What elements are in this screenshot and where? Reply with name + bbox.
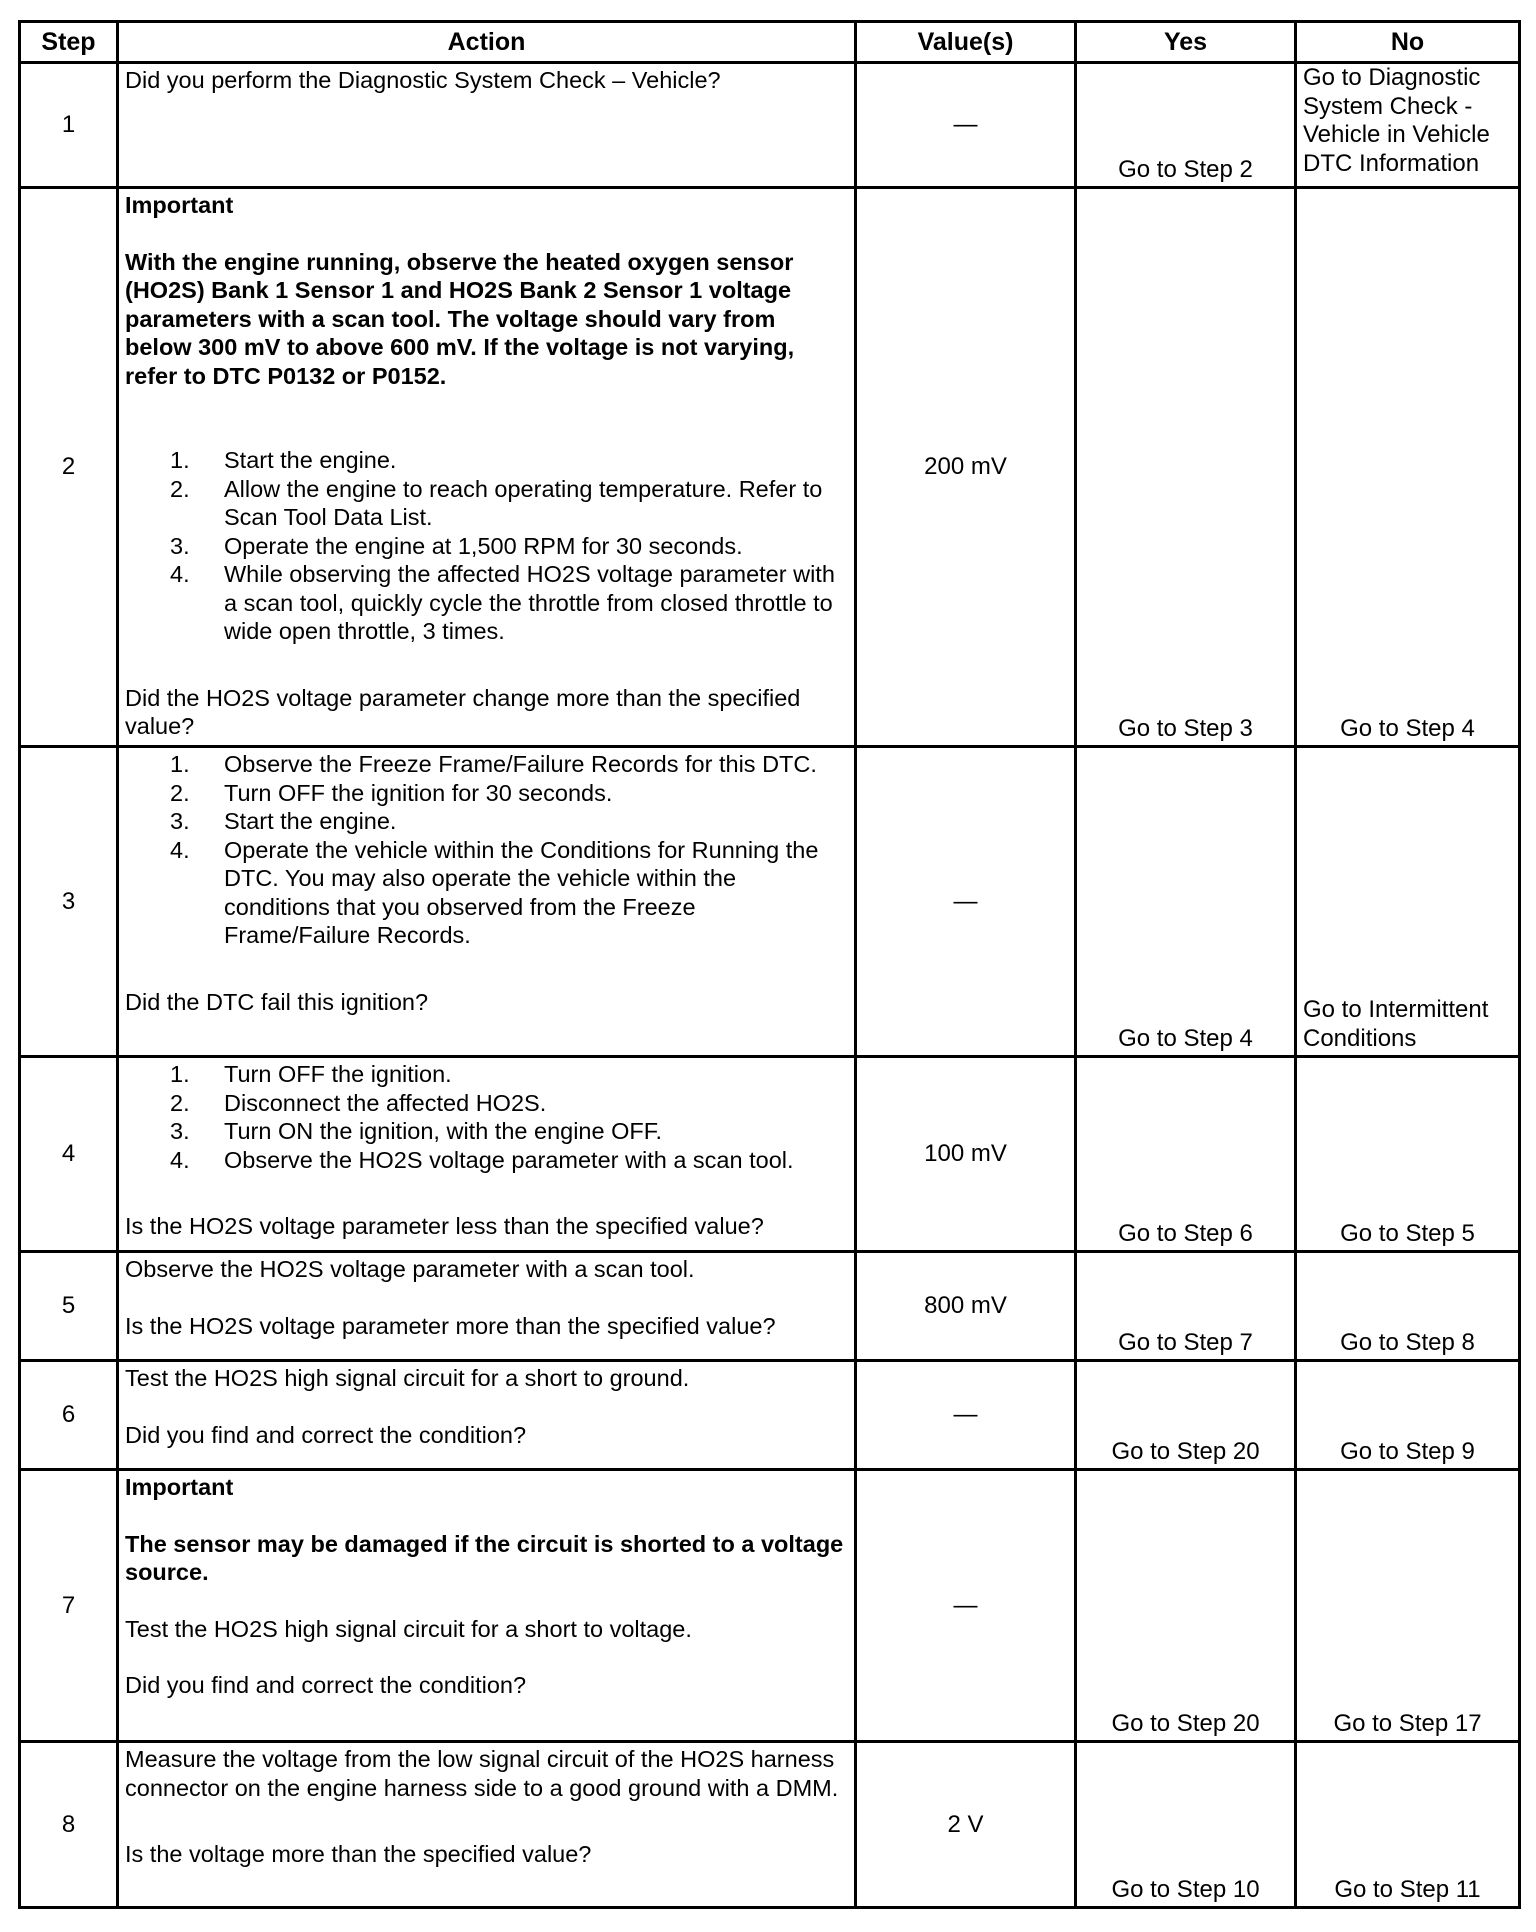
- header-value: Value(s): [856, 22, 1076, 63]
- important-label: Important: [125, 1474, 234, 1500]
- header-yes: Yes: [1076, 22, 1296, 63]
- question-text: Did you find and correct the condition?: [125, 1421, 527, 1448]
- important-text: The sensor may be damaged if the circuit is shorted to a voltage source.: [125, 1530, 844, 1585]
- yes-link[interactable]: Go to Step 10: [1076, 1742, 1296, 1908]
- yes-link[interactable]: Go to Step 20: [1076, 1361, 1296, 1470]
- header-action: Action: [118, 22, 856, 63]
- value-cell: —: [856, 747, 1076, 1057]
- table-row: [20, 63, 1520, 188]
- table-row: [20, 188, 1520, 747]
- table-row: [20, 1361, 1520, 1470]
- value-cell: 200 mV: [856, 188, 1076, 747]
- action-cell: [118, 188, 856, 747]
- list-item: 2. Disconnect the affected HO2S.: [170, 1089, 547, 1116]
- step-number: 5: [20, 1252, 118, 1361]
- yes-link[interactable]: Go to Step 6: [1076, 1057, 1296, 1252]
- value-cell: —: [856, 1470, 1076, 1742]
- yes-link[interactable]: Go to Step 20: [1076, 1470, 1296, 1742]
- list-item: 2. Turn OFF the ignition for 30 seconds.: [170, 779, 613, 806]
- header-row: [20, 22, 1520, 63]
- value-cell: —: [856, 1361, 1076, 1470]
- no-link[interactable]: Go to Step 4: [1296, 188, 1520, 747]
- header-step: Step: [20, 22, 118, 63]
- step-number: 8: [20, 1742, 118, 1908]
- list-item: 4. While observing the affected HO2S voltage parameter with a scan tool, quickly cycle the throttle from closed throttle to wide open throttle, 3 times.: [170, 561, 835, 644]
- important-label: Important: [125, 192, 234, 218]
- no-link[interactable]: Go to Step 8: [1296, 1252, 1520, 1361]
- action-cell: [118, 63, 856, 188]
- value-cell: 100 mV: [856, 1057, 1076, 1252]
- action-text: Test the HO2S high signal circuit for a short to voltage.: [125, 1615, 692, 1642]
- action-text: Did you perform the Diagnostic System Check – Vehicle?: [125, 67, 721, 93]
- procedure-list: [125, 750, 848, 950]
- yes-link[interactable]: Go to Step 4: [1076, 747, 1296, 1057]
- no-link[interactable]: Go to Step 17: [1296, 1470, 1520, 1742]
- action-text: Measure the voltage from the low signal circuit of the HO2S harness connector on the engine harness side to a good ground with a DMM.: [125, 1746, 839, 1801]
- list-item: 4. Observe the HO2S voltage parameter with a scan tool.: [170, 1146, 794, 1173]
- list-item: 1. Observe the Freeze Frame/Failure Records for this DTC.: [170, 751, 817, 777]
- action-cell: [118, 1361, 856, 1470]
- table-row: [20, 1057, 1520, 1252]
- no-link[interactable]: Go to Diagnostic System Check - Vehicle in Vehicle DTC Information: [1296, 63, 1520, 188]
- step-number: 1: [20, 63, 118, 188]
- no-link[interactable]: Go to Intermittent Conditions: [1296, 747, 1520, 1057]
- action-cell: [118, 747, 856, 1057]
- list-item: 1. Turn OFF the ignition.: [170, 1061, 452, 1087]
- yes-link[interactable]: Go to Step 2: [1076, 63, 1296, 188]
- step-number: 6: [20, 1361, 118, 1470]
- action-cell: [118, 1057, 856, 1252]
- no-link[interactable]: Go to Step 9: [1296, 1361, 1520, 1470]
- table-row: [20, 1742, 1520, 1908]
- yes-link[interactable]: Go to Step 7: [1076, 1252, 1296, 1361]
- action-cell: [118, 1470, 856, 1742]
- table-row: [20, 1470, 1520, 1742]
- list-item: 2. Allow the engine to reach operating temperature. Refer to Scan Tool Data List.: [170, 475, 823, 530]
- action-cell: [118, 1742, 856, 1908]
- no-link[interactable]: Go to Step 5: [1296, 1057, 1520, 1252]
- step-number: 4: [20, 1057, 118, 1252]
- table-row: [20, 1252, 1520, 1361]
- header-no: No: [1296, 22, 1520, 63]
- question-text: Is the HO2S voltage parameter less than the specified value?: [125, 1213, 764, 1239]
- question-text: Did you find and correct the condition?: [125, 1672, 527, 1698]
- action-cell: [118, 1252, 856, 1361]
- action-text: Test the HO2S high signal circuit for a short to ground.: [125, 1365, 690, 1391]
- yes-link[interactable]: Go to Step 3: [1076, 188, 1296, 747]
- question-text: Did the DTC fail this ignition?: [125, 988, 429, 1015]
- procedure-list: [125, 446, 848, 646]
- list-item: 3. Start the engine.: [170, 808, 397, 834]
- question-text: Is the HO2S voltage parameter more than the specified value?: [125, 1312, 776, 1339]
- diagnostic-table: [18, 20, 1521, 1909]
- step-number: 7: [20, 1470, 118, 1742]
- list-item: 1. Start the engine.: [170, 447, 397, 473]
- table-row: [20, 747, 1520, 1057]
- list-item: 3. Operate the engine at 1,500 RPM for 30 seconds.: [170, 532, 743, 559]
- question-text: Did the HO2S voltage parameter change more than the specified value?: [125, 684, 801, 739]
- list-item: 3. Turn ON the ignition, with the engine OFF.: [170, 1118, 663, 1144]
- procedure-list: [125, 1060, 848, 1174]
- value-cell: 800 mV: [856, 1252, 1076, 1361]
- no-link[interactable]: Go to Step 11: [1296, 1742, 1520, 1908]
- step-number: 2: [20, 188, 118, 747]
- list-item: 4. Operate the vehicle within the Conditions for Running the DTC. You may also operate the vehicle within the conditions that you observed from the Freeze Frame/Failure Records.: [170, 836, 819, 948]
- value-cell: —: [856, 63, 1076, 188]
- question-text: Is the voltage more than the specified value?: [125, 1841, 592, 1867]
- action-text: Observe the HO2S voltage parameter with a scan tool.: [125, 1256, 695, 1282]
- step-number: 3: [20, 747, 118, 1057]
- important-text: With the engine running, observe the heated oxygen sensor (HO2S) Bank 1 Sensor 1 and HO2S Bank 2 Sensor 1 voltage parameters with a scan tool. The voltage should vary from below 300 mV to above 600 mV. If the voltage is not varying, refer to DTC P0132 or P0152.: [125, 248, 795, 389]
- value-cell: 2 V: [856, 1742, 1076, 1908]
